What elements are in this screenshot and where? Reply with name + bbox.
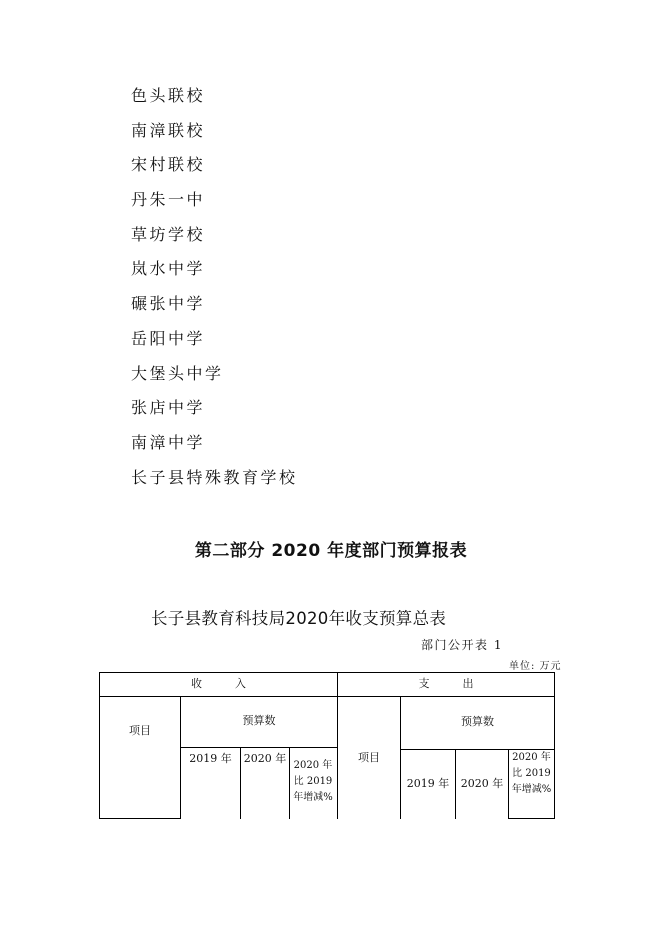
expense-col-change: 2020 年比 2019 年增减% bbox=[511, 752, 552, 795]
expense-budget-header: 预算数 bbox=[461, 715, 494, 728]
income-item-header: 项目 bbox=[129, 724, 151, 737]
table-rule bbox=[180, 747, 337, 748]
list-item: 岳阳中学 bbox=[131, 328, 206, 348]
list-item: 南漳联校 bbox=[131, 120, 206, 140]
table-title: 长子县教育科技局2020年收支预算总表 bbox=[151, 609, 447, 628]
income-col-change: 2020 年比 2019 年增减% bbox=[293, 760, 333, 803]
school-list bbox=[131, 84, 298, 500]
list-item: 大堡头中学 bbox=[131, 363, 224, 383]
expense-col-2019: 2019 年 bbox=[406, 777, 450, 790]
unit-label: 单位: 万元 bbox=[509, 661, 562, 672]
list-item: 长子县特殊教育学校 bbox=[131, 467, 298, 487]
income-header: 收 入 bbox=[191, 677, 246, 690]
table-rule bbox=[99, 696, 555, 697]
expense-col-2020: 2020 年 bbox=[460, 777, 504, 790]
table-rule bbox=[337, 672, 338, 819]
list-item: 南漳中学 bbox=[131, 432, 206, 452]
list-item: 张店中学 bbox=[131, 398, 206, 418]
table-border-right bbox=[554, 672, 555, 819]
table-border-bottom bbox=[99, 818, 181, 819]
list-item: 草坊学校 bbox=[131, 224, 206, 244]
table-border-top bbox=[99, 672, 555, 673]
section-title: 第二部分 2020 年度部门预算报表 bbox=[194, 541, 468, 561]
table-border-bottom bbox=[508, 818, 555, 819]
table-rule bbox=[289, 747, 290, 819]
expense-item-header: 项目 bbox=[358, 751, 380, 764]
table-rule bbox=[508, 749, 509, 819]
expense-header: 支 出 bbox=[418, 677, 474, 690]
income-budget-header: 预算数 bbox=[242, 714, 276, 727]
table-border-left bbox=[99, 672, 100, 819]
list-item: 丹朱一中 bbox=[131, 190, 206, 210]
income-col-2020: 2020 年 bbox=[243, 752, 287, 765]
list-item: 宋村联校 bbox=[131, 155, 206, 175]
list-item: 碾张中学 bbox=[131, 294, 206, 314]
income-col-2019: 2019 年 bbox=[189, 752, 232, 765]
list-item: 岚水中学 bbox=[131, 259, 206, 279]
form-number: 部门公开表 1 bbox=[421, 638, 503, 652]
list-item: 色头联校 bbox=[131, 86, 206, 105]
